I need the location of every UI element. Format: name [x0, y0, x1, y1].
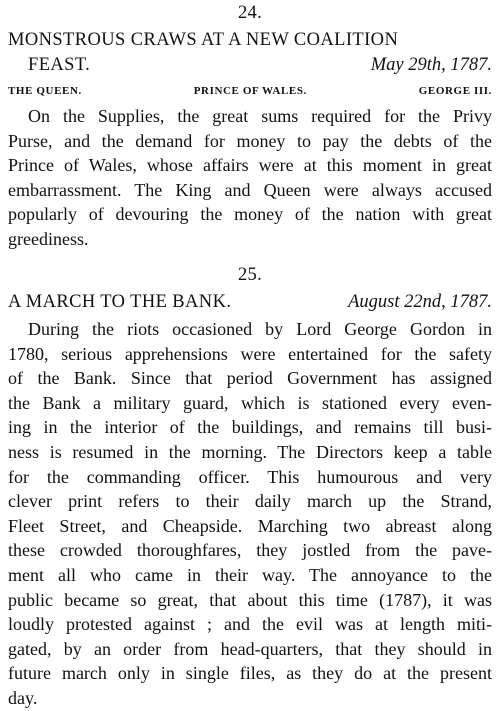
figure-captions: [8, 84, 492, 98]
entry-paragraph: [8, 104, 492, 252]
paragraph-line: loudly protested against ; and the evil was at length miti-: [8, 614, 492, 635]
figure-caption: THE QUEEN.: [8, 85, 82, 97]
paragraph-line: Prince of Wales, whose affairs were at this moment in great: [8, 155, 492, 176]
paragraph-line: ness is resumed in the morning. The Directors keep a table: [8, 441, 492, 462]
entry-title-text: A MARCH TO THE BANK.: [8, 292, 232, 312]
entry-title: [8, 28, 492, 78]
paragraph-line: embarrassment. The King and Queen were always accused: [8, 179, 492, 200]
entry-date: August 22nd, 1787.: [348, 292, 492, 312]
paragraph-line: ing in the interior of the buildings, and remains till busi-: [8, 417, 492, 438]
paragraph-line: During the riots occasioned by Lord George Gordon in: [28, 319, 492, 339]
paragraph-line: clever print refers to their daily march up the Strand,: [8, 491, 492, 512]
entry-24: [8, 0, 492, 252]
paragraph-line: public became so great, that about this time (1787), it was: [8, 589, 492, 610]
paragraph-line: On the Supplies, the great sums required for the Privy: [28, 106, 492, 126]
paragraph-line: Fleet Street, and Cheapside. Marching two abreast along: [8, 515, 492, 536]
entry-title-line-2: FEAST.: [28, 55, 91, 75]
paragraph-line: of the Bank. Since that period Government has assigned: [8, 368, 492, 389]
paragraph-line: day.: [8, 687, 38, 708]
figure-caption: PRINCE OF WALES.: [193, 85, 307, 97]
paragraph-line: gated, by an order from head-quarters, that they should in: [8, 638, 492, 659]
paragraph-line: future march only in single files, as they do at the present: [8, 663, 492, 684]
entry-title: [8, 290, 492, 315]
paragraph-line: 1780, serious apprehensions were entertained for the safety: [8, 343, 492, 364]
paragraph-line: greediness.: [8, 228, 89, 249]
entry-number: 24.: [237, 3, 263, 23]
paragraph-line: for the commanding officer. This humourous and very: [8, 466, 492, 487]
paragraph-line: ment all who came in their way. The annoyance to the: [8, 564, 492, 585]
paragraph-line: Purse, and the demand for money to pay the debts of the: [8, 130, 492, 151]
entry-title-line-1: MONSTROUS CRAWS AT A NEW COALITION: [8, 30, 399, 50]
entry-25: [8, 264, 492, 711]
paragraph-line: the Bank a military guard, which is stationed every even-: [8, 392, 492, 413]
entry-date: May 29th, 1787.: [370, 55, 492, 75]
figure-caption: GEORGE III.: [418, 85, 492, 97]
entry-number: 25.: [237, 265, 263, 285]
entry-paragraph: [8, 317, 492, 711]
paragraph-line: these crowded thoroughfares, they jostled from the pave-: [8, 540, 492, 561]
paragraph-line: popularly of devouring the money of the nation with great: [8, 204, 492, 225]
